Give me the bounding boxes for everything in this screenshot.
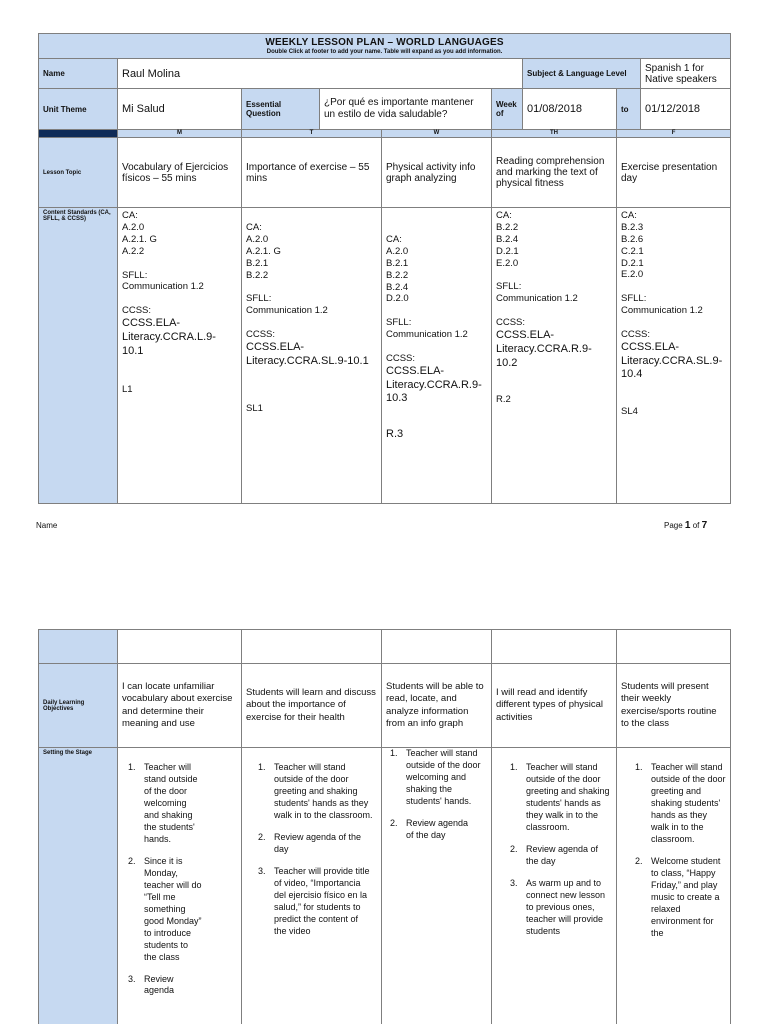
essential-question-label: Essential Question <box>242 89 320 130</box>
blank-header-row <box>39 630 731 664</box>
page-prefix: Page <box>664 521 683 530</box>
standards-ca: CA: A.2.0 B.2.1 B.2.2 B.2.4 D.2.0 <box>386 234 409 305</box>
objective-tue[interactable]: Students will learn and discuss about the importance of exercise for their health <box>242 664 382 748</box>
standards-ca: CA: B.2.3 B.2.6 C.2.1 D.2.1 E.2.0 <box>621 210 644 281</box>
steps-list <box>390 748 485 842</box>
standards-fri[interactable] <box>617 208 731 504</box>
step-item: 2. Review agenda of the day <box>510 843 599 866</box>
standards-sfll: SFLL: Communication 1.2 <box>246 293 328 317</box>
standards-ccss-label: CCSS: <box>386 353 416 364</box>
step-item: 2. Since it is Monday, teacher will do “Tell me something good Monday” to introduce students to the class <box>128 855 202 962</box>
day-header-wed: W <box>382 130 492 138</box>
blank-header-label <box>39 630 118 664</box>
standards-ccss: CCSS.ELA-Literacy.CCRA.SL.9-10.1 <box>246 341 369 367</box>
objectives-row <box>39 664 731 748</box>
day-header-corner <box>39 130 118 138</box>
standards-extra: R.2 <box>496 394 511 406</box>
page-subtitle: Double Click at footer to add your name. Table will expand as you add information. <box>266 49 503 55</box>
standards-ccss: CCSS.ELA-Literacy.CCRA.R.9-10.3 <box>386 364 482 405</box>
objective-mon[interactable]: I can locate unfamiliar vocabulary about exercise and determine their meaning and use <box>118 664 242 748</box>
standards-ccss-label: CCSS: <box>246 329 276 341</box>
standards-sfll: SFLL: Communication 1.2 <box>386 317 468 341</box>
lesson-topic-label: Lesson Topic <box>39 138 118 208</box>
steps-list <box>510 762 610 938</box>
unit-row <box>39 89 731 130</box>
lesson-topic-thu[interactable]: Reading comprehension and marking the text of physical fitness <box>492 138 617 208</box>
standards-extra: L1 <box>122 384 133 396</box>
standards-ccss: CCSS.ELA-Literacy.CCRA.L.9-10.1 <box>122 317 216 357</box>
standards-ccss-label: CCSS: <box>122 305 152 317</box>
setting-stage-tue[interactable] <box>242 748 382 1024</box>
objective-fri[interactable]: Students will present their weekly exercise/sports routine to the class <box>617 664 731 748</box>
lesson-plan-table <box>38 33 731 504</box>
setting-stage-mon[interactable] <box>118 748 242 1024</box>
standards-extra: R.3 <box>386 428 404 441</box>
standards-sfll: SFLL: Communication 1.2 <box>122 269 204 293</box>
standards-thu[interactable] <box>492 208 617 504</box>
steps-list <box>128 762 231 997</box>
standards-tue[interactable] <box>242 208 382 504</box>
steps-list <box>635 762 726 940</box>
standards-ca: CA: A.2.0 A.2.1. G A.2.2 <box>122 210 157 257</box>
unit-value[interactable]: Mi Salud <box>118 89 242 130</box>
setting-stage-fri[interactable] <box>617 748 731 1024</box>
step-item: 2. Review agenda of the day <box>258 831 362 854</box>
name-value[interactable]: Raul Molina <box>118 59 523 89</box>
standards-ccss-label: CCSS: <box>621 329 651 340</box>
content-standards-row <box>39 208 731 504</box>
page-of: of <box>692 521 700 530</box>
lesson-topic-fri[interactable]: Exercise presentation day <box>617 138 731 208</box>
standards-sfll: SFLL: Communication 1.2 <box>496 281 578 305</box>
standards-ca: CA: B.2.2 B.2.4 D.2.1 E.2.0 <box>496 210 519 269</box>
lesson-topic-row <box>39 138 731 208</box>
standards-extra: SL4 <box>621 406 638 418</box>
content-standards-label: Content Standards (CA, SFLL, & CCSS) <box>39 208 118 504</box>
title-cell <box>39 34 731 59</box>
step-item: 3. As warm up and to connect new lesson to previous ones, teacher will provide students <box>510 877 606 936</box>
unit-label: Unit Theme <box>39 89 118 130</box>
step-item: 3. Teacher will provide title of video, “Importancia del ejercisio físico en la salud,” for students to predict the content of the video <box>258 865 370 936</box>
blank-header-wed[interactable] <box>382 630 492 664</box>
step-item: 1. Teacher will stand outside of the door greeting and shaking students' hands as they walk in to the classroom. <box>635 762 726 844</box>
day-header-fri: F <box>617 130 731 138</box>
step-item: 1. Teacher will stand outside of the door welcoming and shaking the students' hands. <box>128 762 198 844</box>
step-item: 2. Review agenda of the day <box>390 817 469 840</box>
step-item: 3. Review agenda <box>128 973 175 996</box>
setting-stage-wed[interactable] <box>382 748 492 1024</box>
step-item: 1. Teacher will stand outside of the door welcoming and shaking the students' hands. <box>390 748 481 806</box>
blank-header-thu[interactable] <box>492 630 617 664</box>
standards-ca: CA: A.2.0 A.2.1. G B.2.1 B.2.2 <box>246 222 281 281</box>
page-title: WEEKLY LESSON PLAN – WORLD LANGUAGES <box>265 37 504 48</box>
standards-extra: SL1 <box>246 402 263 414</box>
to-label: to <box>617 89 641 130</box>
blank-header-tue[interactable] <box>242 630 382 664</box>
name-row <box>39 59 731 89</box>
lesson-topic-mon[interactable]: Vocabulary of Ejercicios físicos – 55 mins <box>118 138 242 208</box>
page-total: 7 <box>701 520 708 531</box>
subject-value[interactable]: Spanish 1 for Native speakers <box>641 59 731 89</box>
lesson-topic-wed[interactable]: Physical activity info graph analyzing <box>382 138 492 208</box>
standards-ccss: CCSS.ELA-Literacy.CCRA.R.9-10.2 <box>496 329 592 369</box>
setting-stage-thu[interactable] <box>492 748 617 1024</box>
standards-mon[interactable] <box>118 208 242 504</box>
title-row <box>39 34 731 59</box>
blank-header-fri[interactable] <box>617 630 731 664</box>
blank-header-mon[interactable] <box>118 630 242 664</box>
name-label: Name <box>39 59 118 89</box>
step-item: 2. Welcome student to class, “Happy Friday,” and play music to create a relaxed environment for the <box>635 855 721 938</box>
week-label: Week of <box>492 89 523 130</box>
lesson-topic-tue[interactable]: Importance of exercise – 55 mins <box>242 138 382 208</box>
step-item: 1. Teacher will stand outside of the door greeting and shaking students' hands as they walk in to the classroom. <box>258 762 373 820</box>
standards-wed[interactable] <box>382 208 492 504</box>
setting-stage-label: Setting the Stage <box>39 748 118 1024</box>
essential-question-value[interactable]: ¿Por qué es importante mantener un estilo de vida saludable? <box>320 89 492 130</box>
day-header-mon: M <box>118 130 242 138</box>
week-end-value[interactable]: 01/12/2018 <box>641 89 731 130</box>
objective-wed[interactable]: Students will be able to read, locate, and analyze information from an info graph <box>382 664 492 748</box>
standards-ccss: CCSS.ELA-Literacy.CCRA.SL.9-10.4 <box>621 340 723 381</box>
objectives-label: Daily Learning Objectives <box>39 664 118 748</box>
week-start-value[interactable]: 01/08/2018 <box>523 89 617 130</box>
day-header-row <box>39 130 731 138</box>
objective-thu[interactable]: I will read and identify different types of physical activities <box>492 664 617 748</box>
day-header-tue: T <box>242 130 382 138</box>
standards-sfll: SFLL: Communication 1.2 <box>621 293 703 317</box>
page-current: 1 <box>684 520 691 531</box>
steps-list <box>258 762 373 938</box>
subject-label: Subject & Language Level <box>523 59 641 89</box>
step-item: 1. Teacher will stand outside of the door greeting and shaking students' hands as they walk in to the classroom. <box>510 762 610 832</box>
day-header-thu: TH <box>492 130 617 138</box>
setting-stage-row <box>39 748 731 1024</box>
page-number <box>664 520 707 531</box>
lesson-plan-table-continued <box>38 629 731 1024</box>
footer-name[interactable]: Name <box>36 521 58 530</box>
standards-ccss-label: CCSS: <box>496 317 526 329</box>
